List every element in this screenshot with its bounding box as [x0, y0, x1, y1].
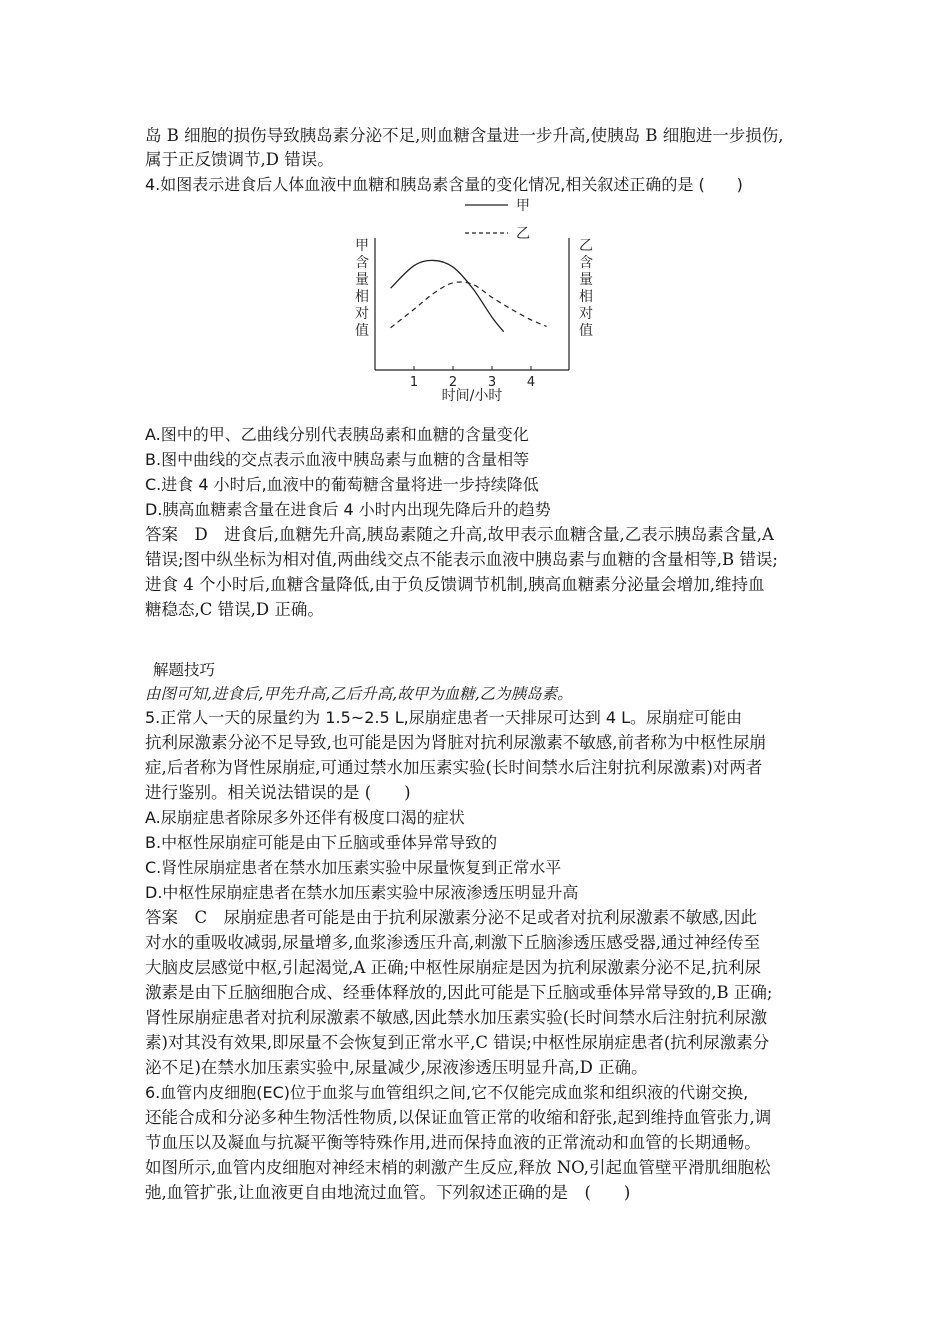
question-5-stem: 5.正常人一天的尿量约为 1.5~2.5 L,尿崩症患者一天排尿可达到 4 L。尿崩症可能由 — [145, 708, 743, 727]
text-line: 岛 B 细胞的损伤导致胰岛素分泌不足,则血糖含量进一步升高,使胰岛 B 细胞进一步损伤, — [145, 126, 784, 145]
series-jia-line — [391, 260, 504, 331]
answer-line: 答案 C 尿崩症患者可能是由于抗利尿激素分泌不足或者对抗利尿激素不敏感,因此 — [145, 908, 757, 927]
option-b: B.中枢性尿崩症可能是由下丘脑或垂体异常导致的 — [145, 833, 498, 852]
y-axis-label-text: 乙含量相对值 — [579, 238, 593, 339]
question-6-stem: 还能合成和分泌多种生物活性物质,以保证血管正常的收缩和舒张,起到维持血管张力,调 — [145, 1108, 772, 1127]
option-d: D.胰高血糖素含量在进食后 4 小时内出现先降后升的趋势 — [145, 500, 551, 519]
y-axis-label-right — [579, 238, 593, 339]
question-5-stem: 抗利尿激素分泌不足导致,也可能是因为肾脏对抗利尿激素不敏感,前者称为中枢性尿崩 — [145, 733, 766, 752]
legend-label-yi: 乙 — [516, 226, 530, 242]
answer-line: 对水的重吸收减弱,尿量增多,血浆渗透压升高,刺激下丘脑渗透压感受器,通过神经传至 — [145, 933, 760, 952]
x-tick-label: 2 — [448, 375, 458, 390]
answer-line: 素)对其没有效果,即尿量不会恢复到正常水平,C 错误;中枢性尿崩症患者(抗利尿激素分 — [145, 1033, 770, 1052]
question-5-stem: 进行鉴别。相关说法错误的是 ( ) — [145, 783, 411, 802]
option-c: C.进食 4 小时后,血液中的葡萄糖含量将进一步持续降低 — [145, 475, 539, 494]
x-tick-label: 1 — [409, 375, 419, 390]
glucose-insulin-chart — [340, 188, 620, 408]
option-b: B.图中曲线的交点表示血液中胰岛素与血糖的含量相等 — [145, 450, 530, 469]
option-c: C.肾性尿崩症患者在禁水加压素实验中尿量恢复到正常水平 — [145, 858, 562, 877]
answer-line: 肾性尿崩症患者对抗利尿激素不敏感,因此禁水加压素实验(长时间禁水后注射抗利尿激 — [145, 1008, 768, 1027]
x-tick-label: 4 — [526, 375, 536, 390]
question-4-stem: 4.如图表示进食后人体血液中血糖和胰岛素含量的变化情况,相关叙述正确的是 ( ) — [145, 175, 743, 194]
x-axis-label: 时间/小时 — [441, 388, 503, 404]
answer-line: 激素是由下丘脑细胞合成、经垂体释放的,因此可能是下丘脑或垂体异常导致的,B 正确; — [145, 983, 773, 1002]
question-5-stem: 症,后者称为肾性尿崩症,可通过禁水加压素实验(长时间禁水后注射抗利尿激素)对两者 — [145, 758, 763, 777]
tip-body: 由图可知,进食后,甲先升高,乙后升高,故甲为血糖,乙为胰岛素。 — [145, 685, 573, 703]
legend-label-jia: 甲 — [516, 198, 530, 214]
chart-legend — [465, 198, 530, 242]
question-6-stem: 弛,血管扩张,让血液更自由地流过血管。下列叙述正确的是 ( ) — [145, 1183, 631, 1202]
y-axis-label-left — [355, 238, 369, 339]
x-tick-label: 3 — [487, 375, 497, 390]
question-6-stem: 节血压以及凝血与抗凝平衡等特殊作用,进而保持血液的正常流动和血管的长期通畅。 — [145, 1133, 761, 1152]
series-yi-line — [391, 282, 547, 328]
question-6-stem: 如图所示,血管内皮细胞对神经末梢的刺激产生反应,释放 NO,引起血管壁平滑肌细胞松 — [145, 1158, 771, 1177]
answer-line: 错误;图中纵坐标为相对值,两曲线交点不能表示血液中胰岛素与血糖的含量相等,B 错误; — [145, 550, 778, 569]
answer-line: 进食 4 个小时后,血糖含量降低,由于负反馈调节机制,胰高血糖素分泌量会增加,维持血 — [145, 575, 765, 594]
answer-line: 糖稳态,C 错误,D 正确。 — [145, 600, 324, 619]
option-a: A.尿崩症患者除尿多外还伴有极度口渴的症状 — [145, 808, 465, 827]
answer-line: 泌不足)在禁水加压素实验中,尿量减少,尿液渗透压明显升高,D 正确。 — [145, 1058, 648, 1077]
option-a: A.图中的甲、乙曲线分别代表胰岛素和血糖的含量变化 — [145, 425, 529, 444]
question-6-stem: 6.血管内皮细胞(EC)位于血浆与血管组织之间,它不仅能完成血浆和组织液的代谢交换, — [145, 1083, 749, 1102]
option-d: D.中枢性尿崩症患者在禁水加压素实验中尿液渗透压明显升高 — [145, 883, 579, 902]
y-axis-label-text: 甲含量相对值 — [355, 238, 369, 339]
answer-line: 答案 D 进食后,血糖先升高,胰岛素随之升高,故甲表示血糖含量,乙表示胰岛素含量,A — [145, 525, 774, 544]
text-line: 属于正反馈调节,D 错误。 — [145, 150, 334, 169]
tip-title: 解题技巧 — [153, 661, 216, 679]
answer-line: 大脑皮层感觉中枢,引起渴觉,A 正确;中枢性尿崩症是因为抗利尿激素分泌不足,抗利尿 — [145, 958, 761, 977]
